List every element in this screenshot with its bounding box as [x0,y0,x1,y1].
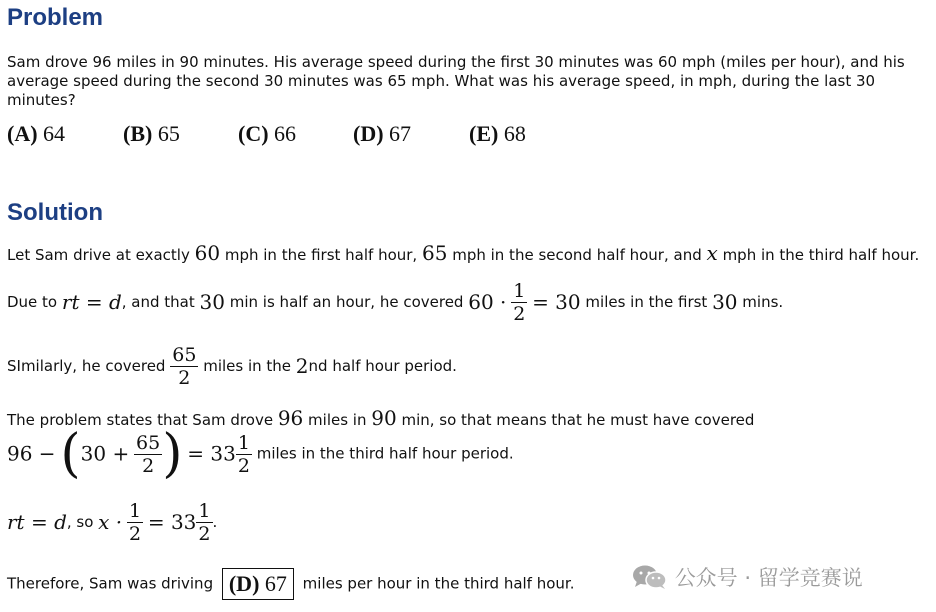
fraction-65-over-2: $\frac{65}{2}$ [172,344,197,389]
final-answer-box: (D) 67 [222,568,294,600]
answer-choice-c: (C) 66 [238,121,297,146]
solution-step-1: Let Sam drive at exactly 60 mph in the first half hour, 65 mph in the second half hour, and x mph in the third half hour. [7,241,920,265]
answer-choice-d: (D) 67 [353,121,412,146]
solution-step-3: SImilarly, he covered $\frac{65}{2}$ miles in the 2nd half hour period. [7,344,457,389]
answer-choice-b: (B) 65 [123,121,180,146]
solution-step-5: 96 − (30 + $\frac{65}{2}$ ) = 33 $\frac{1}{2}$ miles in the third half hour period. [7,424,514,484]
problem-heading: Problem [7,4,104,31]
solution-conclusion: Therefore, Sam was driving (D) 67 miles per hour in the third half hour. [7,568,574,600]
fraction-one-half: $\frac{1}{2}$ [198,500,211,545]
solution-step-2: Due to rt = d, and that 30 min is half an hour, he covered 60 · $\frac{1}{2}$ = 30 miles in the first 30 mins. [7,280,784,325]
solution-step-4: The problem states that Sam drove 96 miles in 90 min, so that means that he must have covered [7,406,755,430]
fraction-one-half: $\frac{1}{2}$ [128,500,142,545]
watermark-text: 公众号 · 留学竞赛说 [674,566,863,590]
answer-choice-e: (E) 68 [469,121,526,146]
answer-choice-a: (A) 64 [7,121,66,146]
fraction-65-over-2: $\frac{65}{2}$ [136,431,161,477]
problem-text-line-2: average speed during the second 30 minutes was 65 mph. What was his average speed, in mph, during the last 30 [7,72,876,90]
solution-step-6: rt = d, so x · $\frac{1}{2}$ = 33 $\frac{1}{2}$ . [7,500,218,545]
fraction-one-half: $\frac{1}{2}$ [513,280,526,325]
solution-heading: Solution [7,199,103,226]
wechat-icon [632,564,668,590]
fraction-one-half: $\frac{1}{2}$ [237,431,250,477]
watermark [632,562,863,592]
problem-text-line-1: Sam drove 96 miles in 90 minutes. His average speed during the first 30 minutes was 60 mph (miles per hour), and his [7,53,905,71]
problem-text-line-3: minutes? [7,91,76,109]
